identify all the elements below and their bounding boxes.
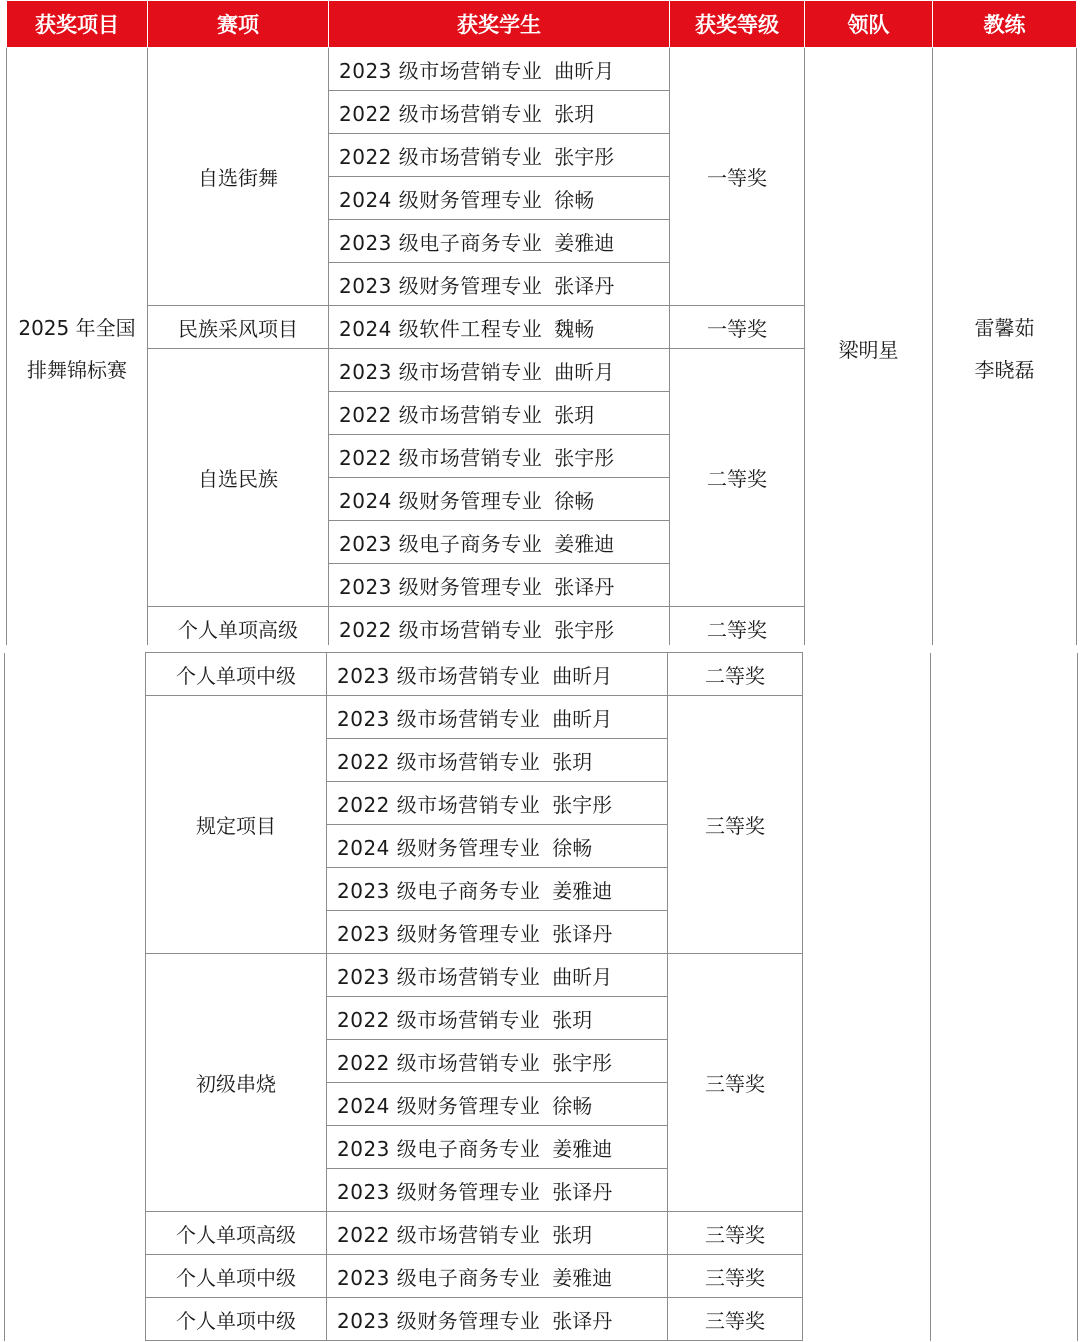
student-major: 2022 级市场营销专业 bbox=[339, 144, 543, 169]
student-name: 张宇彤 bbox=[552, 792, 613, 817]
student-cell bbox=[329, 521, 670, 564]
student-name: 曲昕月 bbox=[552, 706, 613, 731]
student-major: 2023 级电子商务专业 bbox=[337, 878, 541, 903]
student-name: 姜雅迪 bbox=[552, 878, 613, 903]
student-cell bbox=[327, 1169, 668, 1212]
event-cell: 个人单项高级 bbox=[146, 1212, 327, 1255]
student-name: 张玥 bbox=[552, 749, 593, 774]
event-cell: 个人单项中级 bbox=[146, 1298, 327, 1341]
student-name: 张译丹 bbox=[552, 921, 613, 946]
student-cell bbox=[329, 134, 670, 177]
student-cell bbox=[327, 997, 668, 1040]
student-name: 张玥 bbox=[554, 402, 595, 427]
student-major: 2023 级市场营销专业 bbox=[339, 359, 543, 384]
student-cell bbox=[329, 607, 670, 650]
student-major: 2023 级电子商务专业 bbox=[337, 1136, 541, 1161]
student-cell bbox=[327, 1083, 668, 1126]
level-cell: 一等奖 bbox=[670, 48, 805, 306]
student-cell bbox=[329, 349, 670, 392]
student-cell bbox=[327, 868, 668, 911]
student-cell bbox=[329, 478, 670, 521]
level-cell: 一等奖 bbox=[670, 306, 805, 349]
coach-cell-continued bbox=[931, 653, 1078, 1341]
competition-cell-line: 排舞锦标赛 bbox=[27, 357, 127, 382]
level-cell: 二等奖 bbox=[668, 653, 803, 696]
event-cell: 民族采风项目 bbox=[148, 306, 329, 349]
awards-table-bottom bbox=[4, 652, 1078, 1341]
student-name: 魏畅 bbox=[554, 316, 595, 341]
student-major: 2022 级市场营销专业 bbox=[337, 1050, 541, 1075]
student-name: 徐畅 bbox=[554, 187, 595, 212]
student-name: 张玥 bbox=[552, 1007, 593, 1032]
student-cell bbox=[329, 263, 670, 306]
table-row bbox=[7, 48, 1077, 91]
student-major: 2022 级市场营销专业 bbox=[339, 101, 543, 126]
student-major: 2024 级财务管理专业 bbox=[339, 488, 543, 513]
student-name: 姜雅迪 bbox=[554, 531, 615, 556]
student-major: 2024 级财务管理专业 bbox=[337, 1093, 541, 1118]
awards-table-top bbox=[6, 0, 1077, 650]
student-major: 2023 级财务管理专业 bbox=[339, 574, 543, 599]
student-cell bbox=[329, 564, 670, 607]
header-coach: 教练 bbox=[933, 1, 1077, 48]
student-name: 张玥 bbox=[552, 1222, 593, 1247]
competition-cell-line: 2025 年全国 bbox=[18, 315, 136, 340]
student-name: 曲昕月 bbox=[554, 58, 615, 83]
coach-cell-line: 李晓磊 bbox=[974, 357, 1035, 382]
student-major: 2023 级电子商务专业 bbox=[337, 1265, 541, 1290]
student-major: 2022 级市场营销专业 bbox=[339, 402, 543, 427]
student-cell bbox=[327, 782, 668, 825]
student-name: 张译丹 bbox=[554, 574, 615, 599]
student-major: 2023 级财务管理专业 bbox=[337, 1179, 541, 1204]
event-cell: 个人单项中级 bbox=[146, 653, 327, 696]
student-name: 张宇彤 bbox=[554, 445, 615, 470]
level-cell: 三等奖 bbox=[668, 1255, 803, 1298]
student-major: 2023 级财务管理专业 bbox=[337, 921, 541, 946]
competition-cell-continued bbox=[5, 653, 146, 1341]
student-major: 2023 级财务管理专业 bbox=[337, 1308, 541, 1333]
student-name: 张玥 bbox=[554, 101, 595, 126]
student-major: 2024 级软件工程专业 bbox=[339, 316, 543, 341]
level-cell: 三等奖 bbox=[668, 1212, 803, 1255]
coach-cell-line: 雷馨茹 bbox=[974, 315, 1035, 340]
page-seam bbox=[0, 645, 1080, 652]
student-name: 张宇彤 bbox=[552, 1050, 613, 1075]
student-name: 张译丹 bbox=[552, 1308, 613, 1333]
student-major: 2023 级市场营销专业 bbox=[337, 663, 541, 688]
coach-cell bbox=[933, 48, 1077, 650]
student-cell bbox=[327, 696, 668, 739]
event-cell: 自选街舞 bbox=[148, 48, 329, 306]
student-name: 徐畅 bbox=[552, 1093, 593, 1118]
student-name: 张宇彤 bbox=[554, 144, 615, 169]
student-cell bbox=[329, 392, 670, 435]
student-name: 姜雅迪 bbox=[554, 230, 615, 255]
student-name: 姜雅迪 bbox=[552, 1265, 613, 1290]
student-cell bbox=[327, 1255, 668, 1298]
student-major: 2022 级市场营销专业 bbox=[337, 1007, 541, 1032]
student-cell bbox=[327, 825, 668, 868]
student-major: 2023 级市场营销专业 bbox=[337, 964, 541, 989]
event-cell: 个人单项高级 bbox=[148, 607, 329, 650]
student-name: 张译丹 bbox=[554, 273, 615, 298]
student-name: 张宇彤 bbox=[554, 617, 615, 642]
student-major: 2022 级市场营销专业 bbox=[339, 445, 543, 470]
header-event: 赛项 bbox=[148, 1, 329, 48]
leader-cell-continued bbox=[803, 653, 931, 1341]
student-cell bbox=[327, 1126, 668, 1169]
level-cell: 二等奖 bbox=[670, 349, 805, 607]
event-cell: 个人单项中级 bbox=[146, 1255, 327, 1298]
event-cell: 自选民族 bbox=[148, 349, 329, 607]
level-cell: 三等奖 bbox=[668, 954, 803, 1212]
student-cell bbox=[327, 1040, 668, 1083]
student-major: 2022 级市场营销专业 bbox=[339, 617, 543, 642]
student-cell bbox=[329, 177, 670, 220]
student-cell bbox=[327, 954, 668, 997]
student-major: 2023 级市场营销专业 bbox=[339, 58, 543, 83]
student-cell bbox=[329, 220, 670, 263]
student-major: 2024 级财务管理专业 bbox=[339, 187, 543, 212]
level-cell: 二等奖 bbox=[670, 607, 805, 650]
student-name: 曲昕月 bbox=[552, 663, 613, 688]
student-major: 2022 级市场营销专业 bbox=[337, 792, 541, 817]
event-cell: 初级串烧 bbox=[146, 954, 327, 1212]
header-row bbox=[7, 1, 1077, 48]
student-name: 徐畅 bbox=[554, 488, 595, 513]
student-major: 2024 级财务管理专业 bbox=[337, 835, 541, 860]
student-major: 2023 级电子商务专业 bbox=[339, 230, 543, 255]
student-major: 2022 级市场营销专业 bbox=[337, 749, 541, 774]
header-level: 获奖等级 bbox=[670, 1, 805, 48]
table-row bbox=[5, 653, 1078, 696]
student-cell bbox=[327, 911, 668, 954]
student-major: 2023 级市场营销专业 bbox=[337, 706, 541, 731]
level-cell: 三等奖 bbox=[668, 1298, 803, 1341]
student-cell bbox=[327, 1212, 668, 1255]
student-cell bbox=[329, 306, 670, 349]
student-cell bbox=[327, 739, 668, 782]
student-major: 2022 级市场营销专业 bbox=[337, 1222, 541, 1247]
header-students: 获奖学生 bbox=[329, 1, 670, 48]
header-leader: 领队 bbox=[805, 1, 933, 48]
student-cell bbox=[329, 435, 670, 478]
student-cell bbox=[327, 653, 668, 696]
student-name: 张译丹 bbox=[552, 1179, 613, 1204]
student-cell bbox=[329, 91, 670, 134]
student-name: 曲昕月 bbox=[552, 964, 613, 989]
event-cell: 规定项目 bbox=[146, 696, 327, 954]
student-name: 徐畅 bbox=[552, 835, 593, 860]
header-award-project: 获奖项目 bbox=[7, 1, 148, 48]
student-major: 2023 级电子商务专业 bbox=[339, 531, 543, 556]
leader-cell: 梁明星 bbox=[805, 48, 933, 650]
student-cell bbox=[327, 1298, 668, 1341]
student-name: 姜雅迪 bbox=[552, 1136, 613, 1161]
competition-cell bbox=[7, 48, 148, 650]
student-major: 2023 级财务管理专业 bbox=[339, 273, 543, 298]
student-cell bbox=[329, 48, 670, 91]
student-name: 曲昕月 bbox=[554, 359, 615, 384]
level-cell: 三等奖 bbox=[668, 696, 803, 954]
